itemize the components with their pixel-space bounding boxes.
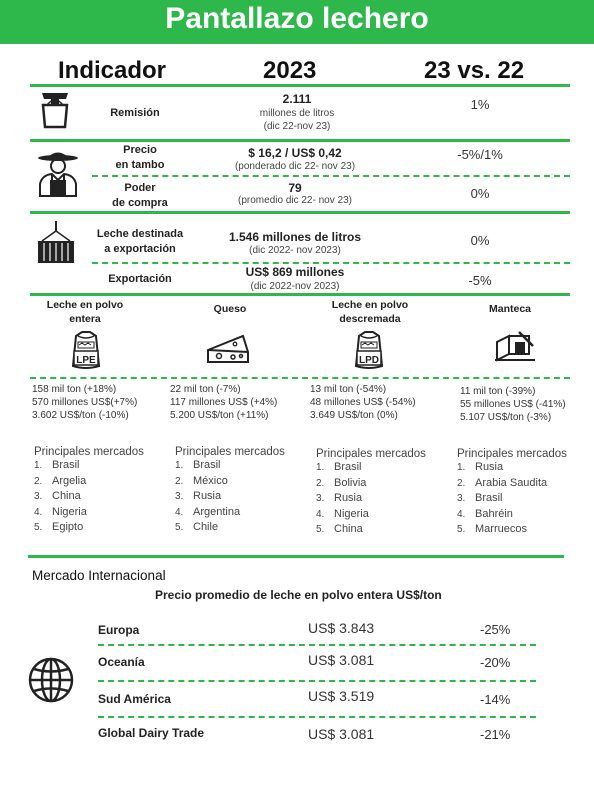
markets-manteca [457,448,567,538]
badge-lpd: LPD [359,355,379,366]
dashed-divider [92,262,570,264]
value-poder-compra: 79 [288,181,302,195]
divider [30,139,570,142]
label-poder-compra: Poder de compra [112,182,168,209]
markets-title: Principales mercados [34,446,144,458]
list-item: 4. Nigeria [316,507,369,520]
stat-line: 22 mil ton (-7%) [170,384,241,395]
page-title: Pantallazo lechero [165,2,429,35]
dashed-divider [30,377,570,379]
sub-remision-1: millones de litros [259,108,335,119]
list-item: 2. México [175,474,228,487]
list-item: 5. Egipto [34,521,84,533]
change-poder-compra: 0% [470,186,490,201]
stat-line: 3.649 US$/ton (0%) [310,410,398,421]
value-exportacion: US$ 869 millones [245,265,345,279]
region-name: Europa [98,623,140,637]
header-year: 2023 [263,57,317,84]
region-name: Oceanía [98,655,145,669]
stat-line: 570 millones US$(+7%) [32,397,138,408]
list-item: 3. China [34,490,81,502]
stat-line: 48 millones US$ (-54%) [310,397,416,408]
list-item: 1. Brasil [34,459,80,471]
region-name: Global Dairy Trade [98,726,205,740]
sub-precio: (ponderado dic 22- nov 23) [234,161,356,172]
list-item: 3. Rusia [316,492,363,504]
markets-queso [175,446,285,536]
change-exportacion: -5% [468,273,492,288]
list-item: 3. Brasil [457,492,503,504]
label-remision: Remisión [110,107,160,119]
region-price: US$ 3.081 [308,726,375,742]
sub-leche-exportacion: (dic 2022- nov 2023) [249,245,341,256]
table-row [98,718,558,752]
dashed-divider [92,175,570,177]
stats-lpd [310,383,416,422]
product-name-queso: Queso [213,303,247,315]
stat-line: 117 millones US$ (+4%) [170,397,278,408]
badge-lpe: LPE [76,355,96,366]
list-item: 2. Bolivia [316,476,367,489]
container-crane-icon [34,221,78,267]
stat-line: 3.602 US$/ton (-10%) [32,410,129,421]
divider [30,84,570,87]
region-change: -25% [480,622,511,637]
change-precio: -5%/1% [457,147,503,162]
markets-title: Principales mercados [175,446,285,458]
list-item: 1. Brasil [316,461,362,473]
table-row [98,682,558,716]
label-precio: Precio en tambo [115,144,165,171]
markets-lpd [316,448,426,538]
list-item: 1. Brasil [175,459,221,471]
label-exportacion: Exportación [108,273,172,285]
value-leche-exportacion: 1.546 millones de litros [228,230,362,244]
change-remision: 1% [470,97,490,112]
stat-line: 158 mil ton (+18%) [32,384,117,395]
milk-bucket-icon [38,91,72,129]
divider [30,293,570,296]
header-comparison: 23 vs. 22 [424,57,525,84]
stats-manteca [460,385,566,424]
value-precio: $ 16,2 / US$ 0,42 [248,146,342,160]
region-price: US$ 3.843 [308,620,375,636]
region-price: US$ 3.081 [308,652,375,668]
product-name-manteca: Manteca [488,303,531,315]
region-name: Sud América [98,692,171,706]
value-remision: 2.111 [282,92,312,106]
markets-title: Principales mercados [457,448,567,460]
product-name-lpd: Leche en polvo descremada [331,299,409,325]
markets-lpe [34,446,144,536]
stat-line: 5.200 US$/ton (+11%) [170,410,269,421]
region-price: US$ 3.519 [308,688,375,704]
list-item: 4. Bahréin [457,507,513,520]
stats-queso [170,383,277,422]
butter-icon [493,328,537,364]
region-change: -14% [480,692,511,707]
section-title-mercado: Mercado Internacional [32,568,166,583]
stat-line: 55 millones US$ (-41%) [460,399,566,410]
stat-line: 5.107 US$/ton (-3%) [460,412,552,423]
product-name-lpe: Leche en polvo entera [46,299,124,325]
table-row [98,646,558,680]
list-item: 5. China [316,523,363,535]
list-item: 3. Rusia [175,490,222,502]
stat-line: 11 mil ton (-39%) [460,386,536,397]
list-item: 4. Nigeria [34,505,87,518]
label-leche-exportacion: Leche destinada a exportación [96,228,184,255]
sub-poder-compra: (promedio dic 22- nov 23) [238,195,352,206]
list-item: 4. Argentina [175,505,241,518]
list-item: 2. Argelia [34,474,87,487]
divider [30,211,570,214]
list-item: 5. Chile [175,521,219,533]
stats-lpe [32,383,137,422]
globe-icon [27,656,75,704]
mercado-table [98,614,558,752]
table-row [98,614,558,644]
change-leche-exportacion: 0% [470,233,490,248]
stat-line: 13 mil ton (-54%) [310,384,387,395]
header-indicador: Indicador [58,57,167,84]
cheese-icon [205,330,251,368]
divider [28,555,564,558]
sub-remision-2: (dic 22-nov 23) [263,121,331,132]
list-item: 2. Arabia Saudita [457,476,548,489]
list-item: 5. Marruecos [457,523,527,535]
region-change: -20% [480,655,511,670]
farmer-icon [36,150,80,198]
section-subtitle-mercado: Precio promedio de leche en polvo entera US$/ton [155,588,442,602]
list-item: 1. Rusia [457,461,504,473]
region-change: -21% [480,727,511,742]
markets-title: Principales mercados [316,448,426,460]
sub-exportacion: (dic 2022-nov 2023) [250,281,340,292]
